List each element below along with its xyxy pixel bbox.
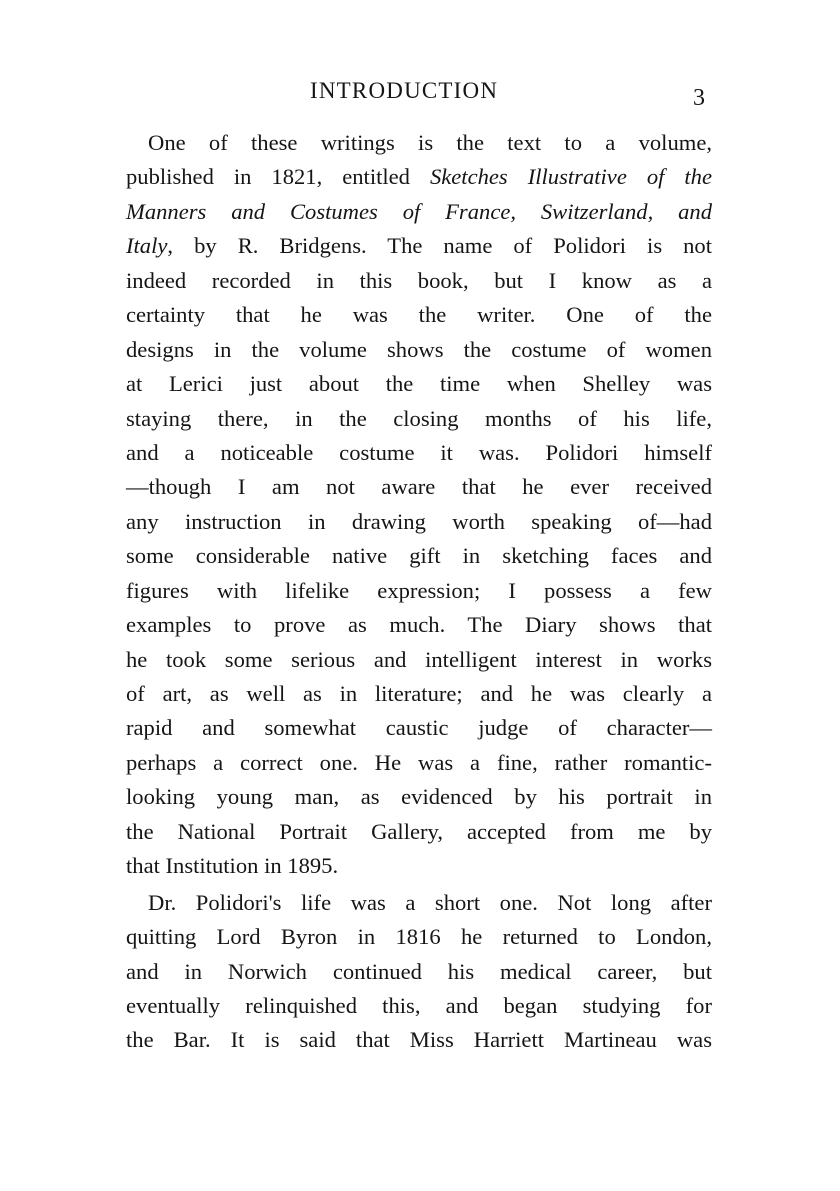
text-line: quitting Lord Byron in 1816 he returned to London,	[126, 924, 712, 950]
text-line: indeed recorded in this book, but I know as a	[126, 267, 712, 293]
text-line	[126, 160, 712, 194]
text-line: figures with lifelike expression; I possess a few	[126, 577, 712, 603]
text-line: and a noticeable costume it was. Polidori himself	[126, 439, 712, 465]
book-title-italic: Manners and Costumes of France, Switzerland, and	[126, 198, 712, 224]
text-line: and in Norwich continued his medical career, but	[126, 958, 712, 984]
text-line: examples to prove as much. The Diary shows that	[126, 612, 712, 638]
book-title-italic: Sketches Illustrative of the	[429, 164, 712, 190]
text-line: that Institution in 1895.	[126, 853, 339, 879]
text-line: he took some serious and intelligent interest in works	[126, 646, 712, 672]
text-line: rapid and somewhat caustic judge of character—	[126, 715, 712, 741]
text-line: any instruction in drawing worth speaking of—had	[126, 508, 712, 534]
body-text	[126, 126, 712, 1058]
text-run: published in 1821, entitled	[126, 164, 430, 190]
text-run: , by R. Bridgens. The name of Polidori is not	[167, 233, 712, 259]
text-line: eventually relinquished this, and began studying for	[126, 992, 712, 1018]
text-line: One of these writings is the text to a volume,	[148, 130, 712, 155]
text-line: designs in the volume shows the costume of women	[126, 336, 712, 362]
text-line: the Bar. It is said that Miss Harriett Martineau was	[126, 1027, 712, 1053]
paragraph-1	[126, 126, 712, 884]
text-line: staying there, in the closing months of his life,	[126, 405, 712, 431]
text-line	[126, 229, 712, 263]
text-line: looking young man, as evidenced by his portrait in	[126, 784, 712, 810]
text-line: at Lerici just about the time when Shelley was	[126, 371, 712, 397]
running-head-title: INTRODUCTION	[310, 78, 499, 103]
book-title-italic: Italy	[126, 233, 168, 259]
text-line: of art, as well as in literature; and he was clearly a	[126, 681, 712, 706]
text-line: Dr. Polidori's life was a short one. Not long after	[148, 889, 712, 915]
text-line: the National Portrait Gallery, accepted from me by	[126, 818, 712, 844]
text-line: perhaps a correct one. He was a fine, rather romantic-	[126, 749, 712, 775]
paragraph-2	[126, 886, 712, 1058]
text-line: —though I am not aware that he ever received	[126, 474, 712, 500]
page-number: 3	[693, 85, 705, 111]
text-line: certainty that he was the writer. One of the	[126, 302, 712, 328]
text-line: some considerable native gift in sketching faces and	[126, 543, 712, 569]
